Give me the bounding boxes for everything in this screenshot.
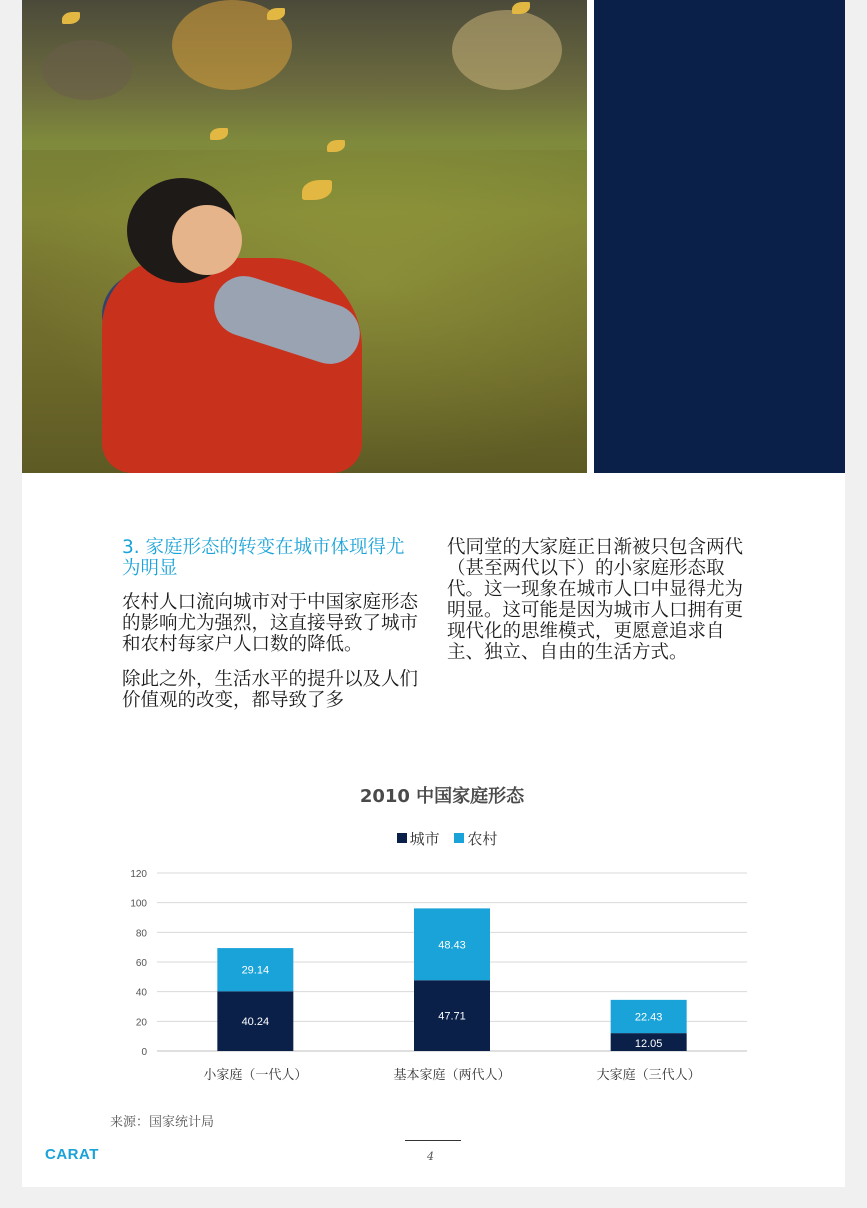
bokeh-light <box>452 10 562 90</box>
y-tick-label: 20 <box>135 1017 147 1029</box>
hero-photo <box>22 0 609 473</box>
carat-logo: CARAT <box>45 1146 99 1163</box>
x-category-label: 大家庭（三代人） <box>596 1068 701 1083</box>
data-label: 12.05 <box>634 1038 663 1051</box>
data-label: 47.71 <box>438 1010 466 1023</box>
x-category-label: 基本家庭（两代人） <box>393 1068 511 1083</box>
data-label: 40.24 <box>241 1016 270 1029</box>
x-category-label: 小家庭（一代人） <box>203 1068 308 1083</box>
chart-plot-area <box>102 770 782 1090</box>
paragraph: 代同堂的大家庭正日渐被只包含两代（甚至两代以下）的小家庭形态取代。这一现象在城市人口中显得尤为明显。这可能是因为城市人口拥有更现代化的思维模式，更愿意追求自主、独立、自由的生活方式。 <box>447 537 744 663</box>
source-note: 来源：国家统计局 <box>110 1115 215 1130</box>
y-tick-label: 80 <box>135 928 147 940</box>
y-tick-label: 120 <box>130 869 147 880</box>
divider <box>587 0 594 473</box>
leaf <box>267 8 285 20</box>
paragraph: 除此之外，生活水平的提升以及人们价值观的改变，都导致了多 <box>122 669 419 711</box>
stacked-bar-chart <box>102 770 782 1090</box>
y-tick-label: 100 <box>130 898 147 910</box>
page-number: 4 <box>427 1150 434 1163</box>
legend-label-urban: 城市 <box>409 830 440 848</box>
data-label: 48.43 <box>438 939 466 952</box>
leaf <box>210 128 228 140</box>
legend-label-rural: 农村 <box>467 830 498 848</box>
text-column-left <box>122 537 422 725</box>
y-tick-label: 60 <box>135 958 147 969</box>
page-number-rule <box>405 1140 461 1141</box>
leaf <box>62 12 80 24</box>
navy-panel <box>594 0 845 473</box>
chart-title: 2010 中国家庭形态 <box>359 786 525 807</box>
paragraph: 农村人口流向城市对于中国家庭形态的影响尤为强烈，这直接导致了城市和农村每家户人口数的降低。 <box>122 592 419 655</box>
text-column-right <box>447 537 747 677</box>
data-label: 22.43 <box>634 1011 663 1024</box>
bokeh-light <box>42 40 132 100</box>
section-heading: 3. 家庭形态的转变在城市体现得尤为明显 <box>122 537 405 579</box>
page <box>22 0 845 1187</box>
y-tick-label: 40 <box>135 987 147 999</box>
child-face <box>172 205 242 275</box>
data-label: 29.14 <box>241 964 270 977</box>
y-tick-label: 0 <box>141 1047 147 1058</box>
